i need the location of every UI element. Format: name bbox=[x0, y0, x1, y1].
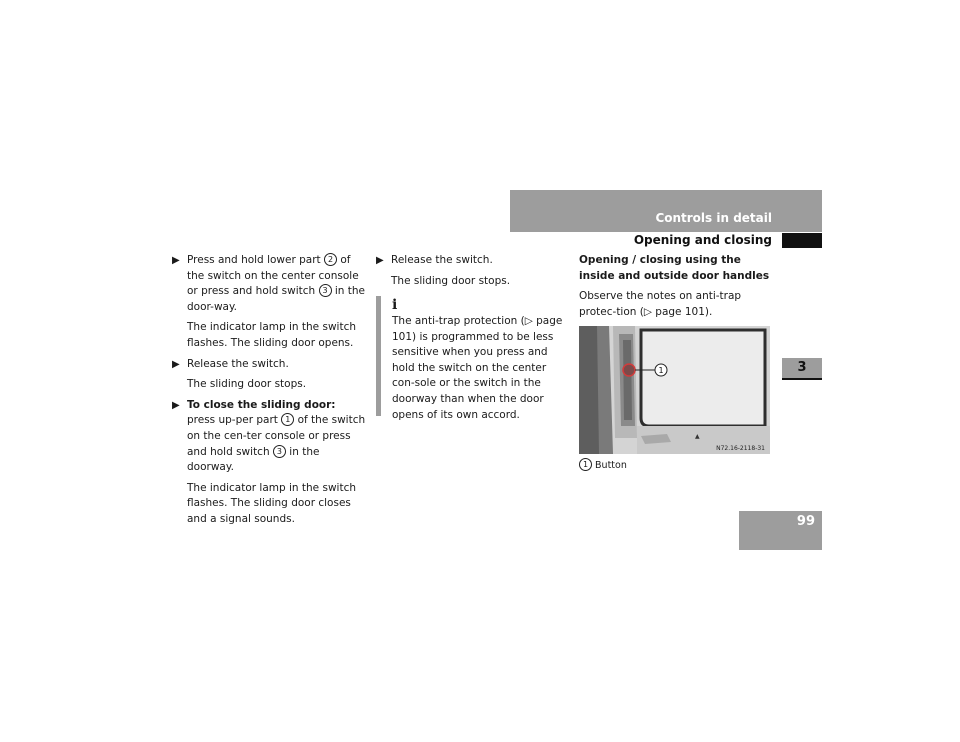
door-handle-photo bbox=[579, 326, 770, 454]
callout-number: 3 bbox=[319, 284, 332, 297]
step-result: The sliding door stops. bbox=[391, 274, 511, 287]
chapter-title: Opening and closing bbox=[633, 233, 772, 247]
chapter-marker bbox=[782, 233, 822, 248]
instruction-step: ▶ To close the sliding door: press up-per part 1 of the switch on the cen-ter console or press and hold switch 3 in the doorway. bbox=[172, 398, 366, 474]
section-heading: Opening / closing using the inside and outside door handles bbox=[579, 254, 770, 282]
bullet-arrow-icon: ▶ bbox=[376, 255, 384, 266]
instruction-step: ▶ Release the switch. bbox=[172, 357, 366, 373]
bullet-arrow-icon: ▶ bbox=[172, 358, 180, 370]
chapter-tab: 3 bbox=[782, 358, 822, 378]
callout-number: 1 bbox=[579, 458, 592, 471]
step-result: The sliding door stops. bbox=[187, 378, 307, 391]
instruction-step: ▶ Press and hold lower part 2 of the switch on the center console or press and hold switch 3 in the door-way. bbox=[172, 254, 366, 313]
instruction-step: ▶ Release the switch. bbox=[376, 253, 568, 269]
info-note-bar bbox=[376, 296, 381, 416]
column-1 bbox=[172, 253, 366, 533]
callout-number: 1 bbox=[281, 413, 294, 426]
callout-number: 1 bbox=[658, 366, 664, 375]
step-result: The indicator lamp in the switch flashes. The sliding door opens. bbox=[187, 321, 357, 349]
callout-number: 3 bbox=[273, 445, 286, 458]
info-note bbox=[376, 296, 568, 421]
svg-text:▲: ▲ bbox=[695, 433, 700, 440]
page-number: 99 bbox=[796, 514, 815, 529]
image-code: N72.16-2118-31 bbox=[716, 445, 765, 452]
info-icon: i bbox=[392, 297, 398, 313]
info-note-text: The anti-trap protection (▷ page 101) is programmed to be less sensitive when you press and hold the switch on the center con-sole or the switch in the doorway than when the door opens of its own accord. bbox=[392, 315, 563, 421]
paragraph: Observe the notes on anti-trap protec-tion (▷ page 101). bbox=[579, 290, 742, 318]
chapter-tab-underline bbox=[782, 378, 822, 380]
step-result: The indicator lamp in the switch flashes. The sliding door closes and a signal sounds. bbox=[187, 481, 357, 525]
column-2 bbox=[376, 253, 568, 294]
image-caption: 1 Button bbox=[579, 458, 773, 471]
column-3 bbox=[579, 253, 773, 325]
bullet-arrow-icon: ▶ bbox=[172, 399, 180, 411]
bullet-arrow-icon: ▶ bbox=[172, 255, 180, 266]
section-title: Controls in detail bbox=[655, 211, 772, 225]
callout-number: 2 bbox=[324, 253, 337, 266]
